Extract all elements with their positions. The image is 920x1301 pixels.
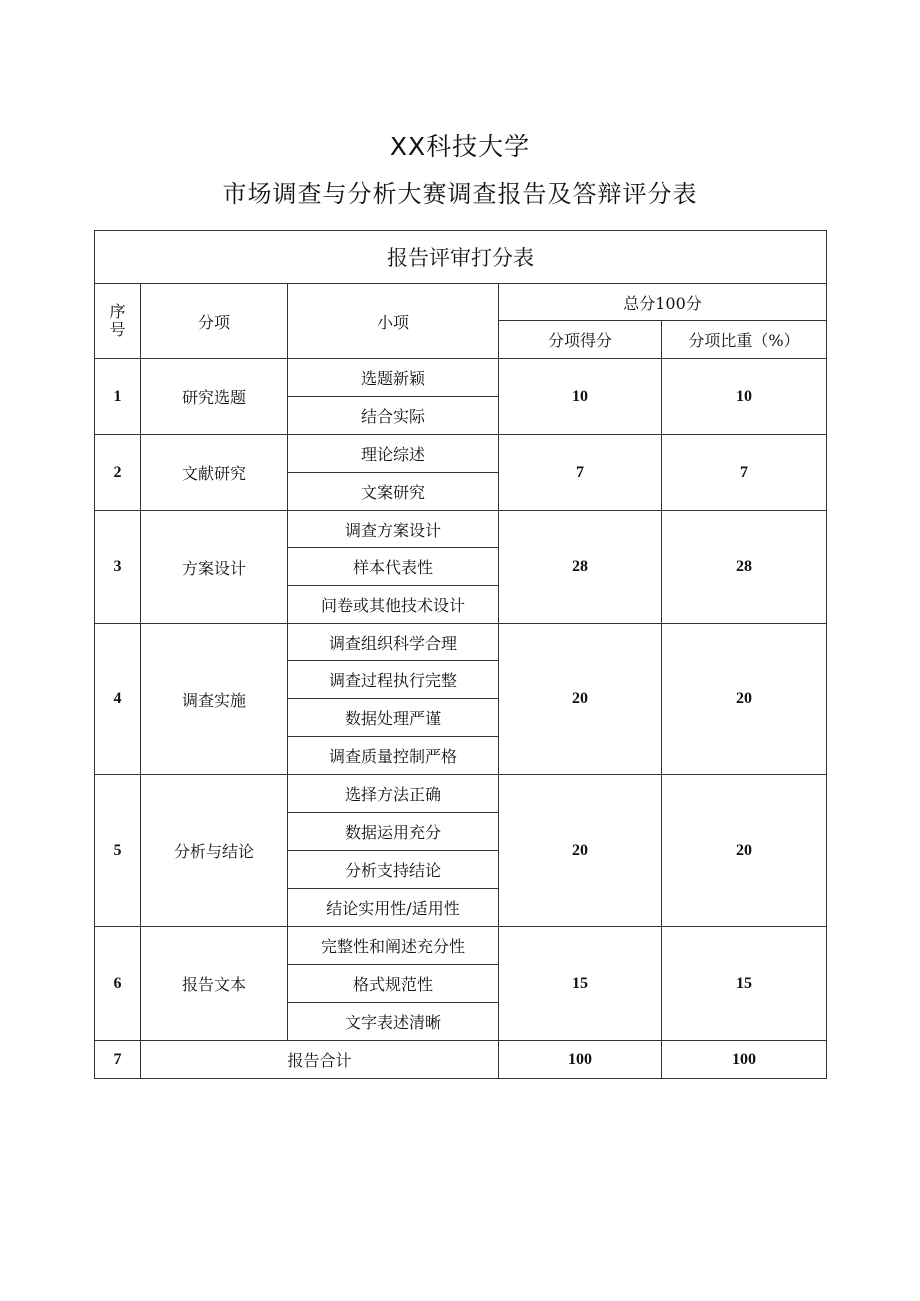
table-row <box>95 359 827 397</box>
row-subitem: 数据处理严谨 <box>288 699 499 737</box>
row-subitem: 理论综述 <box>288 435 499 473</box>
row-weight: 10 <box>662 359 827 435</box>
row-score: 15 <box>499 927 662 1041</box>
row-weight: 7 <box>662 435 827 511</box>
form-subtitle: 市场调查与分析大赛调查报告及答辩评分表 <box>222 180 698 208</box>
score-header: 分项得分 <box>499 321 662 359</box>
row-subitem: 调查组织科学合理 <box>288 624 499 661</box>
row-subitem: 问卷或其他技术设计 <box>288 586 499 624</box>
row-subitem: 文字表述清晰 <box>288 1003 499 1041</box>
seq-header: 序 号 <box>95 284 141 359</box>
row-weight: 20 <box>662 775 827 927</box>
total-seq: 7 <box>95 1041 141 1079</box>
table-title: 报告评审打分表 <box>95 231 827 284</box>
row-subitem: 数据运用充分 <box>288 813 499 851</box>
table-row <box>95 511 827 548</box>
row-seq: 3 <box>95 511 141 624</box>
row-category: 方案设计 <box>141 511 288 624</box>
category-header: 分项 <box>141 284 288 359</box>
row-weight: 15 <box>662 927 827 1041</box>
row-score: 7 <box>499 435 662 511</box>
row-subitem: 完整性和阐述充分性 <box>288 927 499 965</box>
row-subitem: 结论实用性/适用性 <box>288 889 499 927</box>
row-category: 分析与结论 <box>141 775 288 927</box>
row-weight: 28 <box>662 511 827 624</box>
total-score: 100 <box>499 1041 662 1079</box>
subitem-header: 小项 <box>288 284 499 359</box>
total-row <box>95 1041 827 1079</box>
row-score: 10 <box>499 359 662 435</box>
row-subitem: 调查质量控制严格 <box>288 737 499 775</box>
row-category: 调查实施 <box>141 624 288 775</box>
row-seq: 4 <box>95 624 141 775</box>
table-row <box>95 624 827 661</box>
row-score: 28 <box>499 511 662 624</box>
table-row <box>95 927 827 965</box>
total-header: 总分100分 <box>499 284 827 321</box>
row-category: 研究选题 <box>141 359 288 435</box>
row-category: 报告文本 <box>141 927 288 1041</box>
table-row <box>95 775 827 813</box>
total-weight: 100 <box>662 1041 827 1079</box>
row-subitem: 调查方案设计 <box>288 511 499 548</box>
row-seq: 1 <box>95 359 141 435</box>
row-score: 20 <box>499 624 662 775</box>
row-subitem: 样本代表性 <box>288 548 499 586</box>
row-subitem: 格式规范性 <box>288 965 499 1003</box>
row-score: 20 <box>499 775 662 927</box>
score-groups <box>95 359 827 1041</box>
weight-header: 分项比重（%） <box>662 321 827 359</box>
row-category: 文献研究 <box>141 435 288 511</box>
row-weight: 20 <box>662 624 827 775</box>
row-subitem: 选题新颖 <box>288 359 499 397</box>
row-subitem: 分析支持结论 <box>288 851 499 889</box>
row-subitem: 文案研究 <box>288 473 499 511</box>
university-title: XX科技大学 <box>389 132 531 161</box>
row-seq: 2 <box>95 435 141 511</box>
row-seq: 6 <box>95 927 141 1041</box>
total-label: 报告合计 <box>141 1041 499 1079</box>
row-subitem: 结合实际 <box>288 397 499 435</box>
table-row <box>95 435 827 473</box>
row-subitem: 选择方法正确 <box>288 775 499 813</box>
row-subitem: 调查过程执行完整 <box>288 661 499 699</box>
row-seq: 5 <box>95 775 141 927</box>
scoring-table <box>94 230 827 1079</box>
